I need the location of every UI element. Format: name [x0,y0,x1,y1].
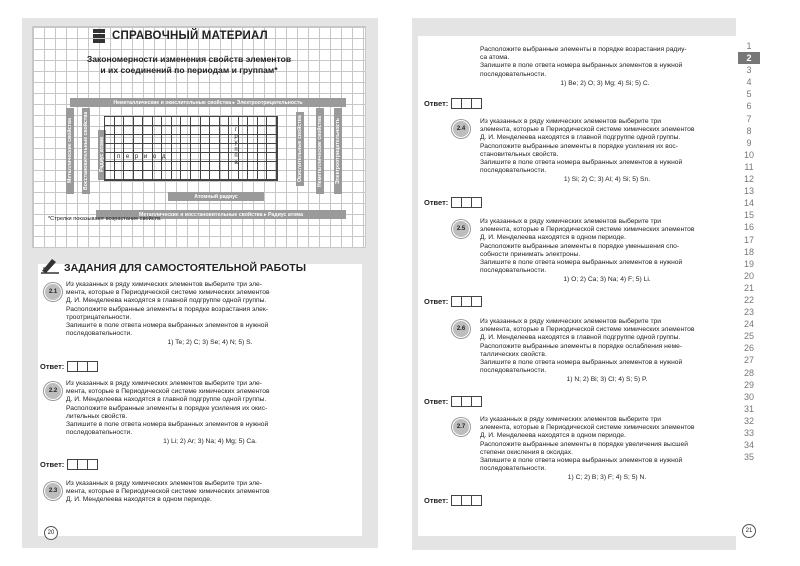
arrow-right-inner: Окислительные свойства [296,112,304,186]
table-cell [210,144,220,153]
section-number[interactable]: 23 [743,307,754,318]
table-cell [172,117,182,126]
table-cell [172,144,182,153]
answer-2-2: Ответ: [40,459,98,470]
table-cell [258,117,268,126]
table-cell [134,126,144,135]
section-number[interactable]: 28 [743,367,754,378]
arrow-right-outer: Электроотрицательность [334,108,342,194]
table-cell [267,162,277,171]
table-cell [105,126,115,135]
answer-boxes[interactable] [68,361,98,372]
task-number-badge: 2.5 [452,220,470,238]
table-cell [191,126,201,135]
table-cell [162,135,172,144]
task-number-badge: 2.6 [452,320,470,338]
table-cell [153,144,163,153]
table-cell [210,171,220,180]
table-cell [172,126,182,135]
table-cell [201,126,211,135]
table-cell [134,135,144,144]
arrow-left-inner: Радиус атома [98,130,106,180]
task-number-badge: 2.7 [452,418,470,436]
table-cell [201,171,211,180]
table-cell [191,144,201,153]
table-cell [153,117,163,126]
section-number[interactable]: 24 [743,319,754,330]
table-cell [115,162,125,171]
table-cell [181,126,191,135]
table-cell [124,126,134,135]
section-number[interactable]: 9 [746,137,752,148]
table-cell [258,171,268,180]
table-cell [181,144,191,153]
table-cell [172,135,182,144]
table-cell [239,162,249,171]
table-cell [267,153,277,162]
table-cell [267,135,277,144]
section-number[interactable]: 29 [743,379,754,390]
table-cell [181,117,191,126]
table-cell [220,153,230,162]
period-label: п е р и о д [117,154,168,160]
answer-boxes[interactable] [68,459,98,470]
table-cell [162,117,172,126]
table-cell [153,162,163,171]
table-cell [172,162,182,171]
section-number[interactable]: 20 [743,270,754,281]
task-text: Из указанных в ряду химических элементов выберите три элемента, которые в Периодической системе химических элементов Д. И. Менделеева находятся в главной подгруппе одной группы. Расположите выбранные элементы в порядке усиления их вос- становительных свойств. Запишите в поле ответа номера выбранных элементов в нужной последовательности. 1) Si; 2) C; 3) Al; 4) Si; 5) Sn. [480,118,734,185]
task-text: Из указанных в ряду химических элементов выберите три эле- мента, которые в Периодической системе химических элементов Д. И. Менделеева находятся в главной подгруппе одной группы. Расположите выбранные элементы в порядке возрастания элек- троотрицательности. Запишите в поле ответа номера выбранных элементов в нужной последовательности. 1) Te; 2) C; 3) Se; 4) N; 5) S. [66,281,354,348]
table-cell [220,162,230,171]
table-cell [229,171,239,180]
table-cell [181,162,191,171]
table-cell [143,144,153,153]
section-number[interactable]: 32 [743,415,754,426]
table-cell [162,144,172,153]
table-cell [172,153,182,162]
table-cell [239,135,249,144]
group-label: г р у п п а [234,127,238,166]
table-cell [267,126,277,135]
table-cell [181,153,191,162]
table-cell [115,135,125,144]
section-number[interactable]: 1 [746,41,752,51]
reference-title: СПРАВОЧНЫЙ МАТЕРИАЛ [112,30,268,42]
table-cell [162,126,172,135]
task-number-badge: 2.3 [44,482,62,500]
table-cell [172,171,182,180]
table-cell [134,162,144,171]
section-number[interactable]: 16 [743,222,754,233]
section-number[interactable]: 4 [746,77,752,88]
arrow-right-mid: Неметаллические свойства [316,108,324,194]
section-number[interactable]: 25 [743,331,754,342]
reference-subtitle: Закономерности изменения свойств элементов и их соединений по периодам и группам* [86,54,292,75]
page-number-left: 20 [44,526,58,540]
table-cell [201,144,211,153]
table-cell [115,126,125,135]
section-number[interactable]: 10 [743,149,754,160]
table-cell [105,162,115,171]
section-number[interactable]: 2 [738,52,760,64]
arrow-left-outer: Металлические свойства [66,108,74,194]
tasks-heading: ЗАДАНИЯ ДЛЯ САМОСТОЯТЕЛЬНОЙ РАБОТЫ [64,262,307,274]
section-number[interactable]: 3 [746,65,752,76]
table-cell [143,162,153,171]
table-cell [105,153,115,162]
section-number[interactable]: 12 [743,174,754,185]
pen-icon [40,256,60,274]
section-number[interactable]: 33 [743,428,754,438]
table-cell [210,153,220,162]
table-cell [210,117,220,126]
table-cell [267,144,277,153]
section-number[interactable]: 30 [743,391,754,402]
arrow-top: Неметаллические и окислительные свойства ▸ Электроотрицательность [70,98,346,107]
arrow-bottom: Металлические и восстановительные свойства ▸ Радиус атома [96,210,346,219]
table-cell [181,171,191,180]
task-2-3-continued: Расположите выбранные элементы в порядке возрастания радиу- са атома. Запишите в поле ответа номера выбранных элементов в нужной последовательности. 1) Be; 2) O; 3) Mg; 4) Si; 5) C. [480,46,730,88]
section-number[interactable]: 7 [746,113,752,124]
table-cell [210,162,220,171]
table-cell [201,135,211,144]
table-cell [248,153,258,162]
table-cell [220,135,230,144]
table-cell [153,126,163,135]
table-cell [248,144,258,153]
table-cell [239,171,249,180]
table-cell [105,117,115,126]
section-number[interactable]: 14 [743,198,754,209]
section-number[interactable]: 35 [743,452,754,463]
table-cell [143,126,153,135]
table-cell [239,153,249,162]
table-cell [267,117,277,126]
table-cell [191,171,201,180]
table-cell [115,117,125,126]
table-cell [124,117,134,126]
table-cell [201,162,211,171]
table-cell [105,144,115,153]
table-cell [162,162,172,171]
table-cell [143,171,153,180]
table-cell [239,144,249,153]
table-cell [181,135,191,144]
table-cell [153,135,163,144]
table-cell [258,135,268,144]
task-options: 1) N; 2) Bi; 3) Cl; 4) S; 5) P. [566,376,648,384]
table-cell [134,144,144,153]
answer-2-1: Ответ: [40,361,98,372]
answer-2-7: Ответ: [424,495,482,506]
table-cell [105,135,115,144]
task-text: Из указанных в ряду химических элементов выберите три элемента, которые в Периодической системе химических элементов Д. И. Менделеева находятся в главной подгруппе одной группы. Расположите выбранные элементы в порядке ослабления неме- таллических свойств. Запишите в поле ответа номера выбранных элементов в нужной последовательности. 1) N; 2) Bi; 3) Cl; 4) S; 5) P. [480,318,734,385]
table-cell [267,171,277,180]
answer-boxes[interactable] [452,197,482,208]
table-cell [248,171,258,180]
table-cell [134,171,144,180]
task-number-badge: 2.4 [452,120,470,138]
task-text: Из указанных в ряду химических элементов выберите три эле- мента, которые в Периодической системе химических элементов Д. И. Менделеева находятся в главной подгруппе одной группы. Расположите выбранные элементы в порядке усиления их окис- лительных свойств. Запишите в поле ответа номера выбранных элементов в нужной последовательности. 1) Li; 2) Ar; 3) Na; 4) Mg; 5) Ca. [66,380,354,447]
task-options: 1) Be; 2) O; 3) Mg; 4) Si; 5) C. [560,79,650,87]
section-number[interactable]: 34 [743,440,754,451]
table-cell [258,162,268,171]
section-number[interactable]: 19 [743,258,754,269]
table-cell [124,135,134,144]
answer-boxes[interactable] [452,495,482,506]
answer-2-3: Ответ: [424,98,482,109]
table-cell [239,117,249,126]
table-cell [229,117,239,126]
table-cell [248,162,258,171]
table-cell [258,144,268,153]
section-number[interactable]: 8 [746,125,752,136]
periodic-table-grid [104,116,278,181]
table-cell [134,117,144,126]
table-cell [201,117,211,126]
reference-note: *Стрелки показывают возрастание свойств. [48,216,162,222]
table-cell [115,144,125,153]
table-cell [220,117,230,126]
task-options: 1) Te; 2) C; 3) Se; 4) N; 5) S. [167,339,253,347]
section-number[interactable]: 18 [743,246,754,257]
answer-2-5: Ответ: [424,296,482,307]
answer-2-6: Ответ: [424,396,482,407]
arrow-left-mid: Восстановительные свойства [82,108,90,194]
section-number[interactable]: 22 [743,294,754,305]
table-cell [210,135,220,144]
section-number[interactable]: 11 [744,161,754,172]
task-number-badge: 2.1 [44,283,62,301]
table-cell [248,126,258,135]
table-cell [124,162,134,171]
table-cell [220,171,230,180]
task-options: 1) O; 2) Ca; 3) Na; 4) F; 5) Li. [563,276,651,284]
section-number[interactable]: 17 [743,234,754,245]
table-cell [143,117,153,126]
table-cell [258,126,268,135]
section-number[interactable]: 31 [743,403,754,414]
answer-2-4: Ответ: [424,197,482,208]
table-cell [220,126,230,135]
table-cell [191,153,201,162]
answer-boxes[interactable] [452,296,482,307]
table-cell [248,135,258,144]
arrow-radius: Атомный радиус [168,192,264,201]
section-number[interactable]: 5 [746,89,752,100]
section-number[interactable]: 15 [743,210,754,221]
table-cell [191,117,201,126]
task-text: Из указанных в ряду химических элементов выберите три элемента, которые в Периодической системе химических элементов Д. И. Менделеева находятся в одном периоде. Расположите выбранные элементы в порядке уменьшения спо- собности принимать электроны. Запишите в поле ответа номера выбранных элементов в нужной последовательности. 1) O; 2) Ca; 3) Na; 4) F; 5) Li. [480,218,734,285]
table-cell [115,171,125,180]
table-cell [191,135,201,144]
table-cell [201,153,211,162]
answer-boxes[interactable] [452,396,482,407]
task-options: 1) C; 2) B; 3) F; 4) S; 5) N. [567,474,647,482]
table-cell [239,126,249,135]
table-cell [220,144,230,153]
table-cell [105,171,115,180]
section-number[interactable]: 27 [743,355,754,366]
table-cell [191,162,201,171]
section-number[interactable]: 13 [743,186,754,197]
task-text: Из указанных в ряду химических элементов выберите три эле- мента, которые в Периодической системе химических элементов Д. И. Менделеева находятся в одном периоде. [66,480,270,504]
section-number-strip [738,40,760,463]
answer-boxes[interactable] [452,98,482,109]
table-cell [248,117,258,126]
books-icon [92,28,106,44]
table-cell [258,153,268,162]
table-cell [162,171,172,180]
task-number-badge: 2.2 [44,382,62,400]
section-number[interactable]: 26 [743,343,754,354]
table-cell [124,171,134,180]
task-options: 1) Li; 2) Ar; 3) Na; 4) Mg; 5) Ca. [163,438,257,446]
section-number[interactable]: 6 [746,101,752,112]
page-number-right: 21 [742,524,756,538]
table-cell [153,171,163,180]
task-options: 1) Si; 2) C; 3) Al; 4) Si; 5) Sn. [563,176,651,184]
task-text: Из указанных в ряду химических элементов выберите три элемента, которые в Периодической системе химических элементов Д. И. Менделеева находятся в одном периоде. Расположите выбранные элементы в порядке увеличения высшей степени окисления в оксидах. Запишите в поле ответа номера выбранных элементов в нужной последовательности. 1) C; 2) B; 3) F; 4) S; 5) N. [480,416,734,483]
section-number[interactable]: 21 [743,282,754,293]
table-cell [210,126,220,135]
table-cell [143,135,153,144]
table-cell [124,144,134,153]
